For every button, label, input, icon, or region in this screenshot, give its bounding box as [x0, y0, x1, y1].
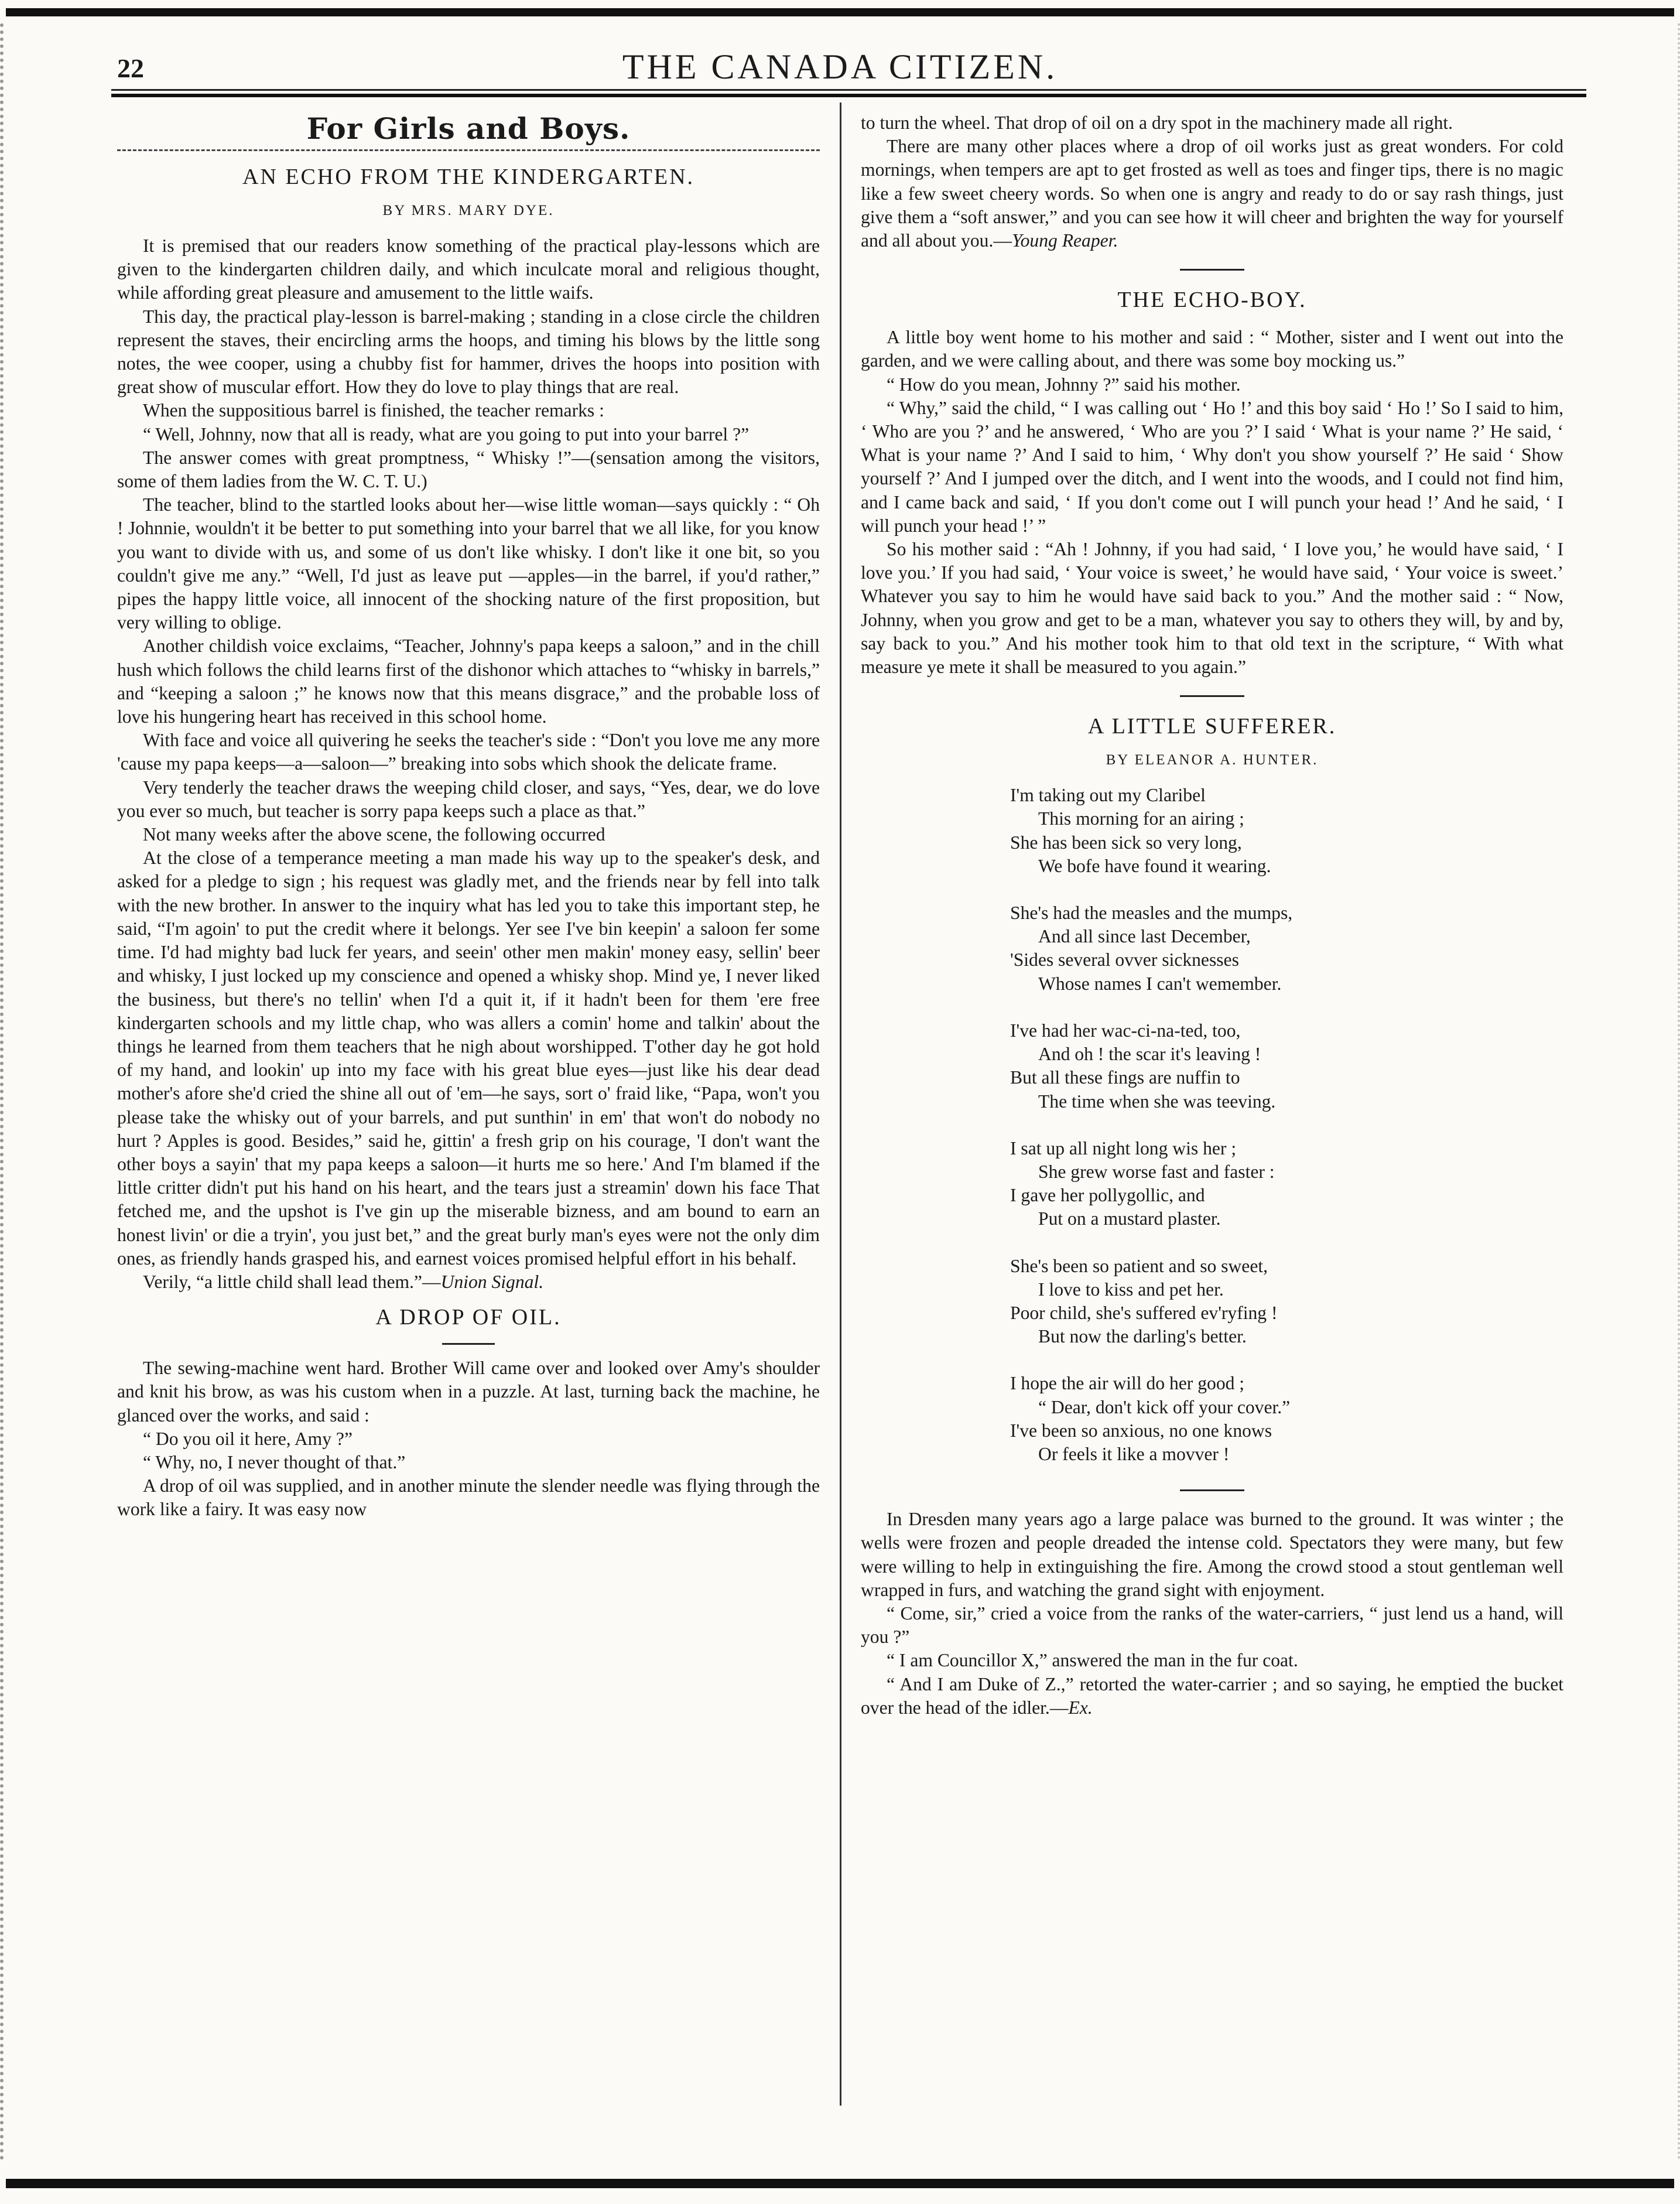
poem-line: Put on a mustard plaster. [1038, 1208, 1221, 1229]
poem-line: But all these fings are nuffin to [1010, 1067, 1240, 1088]
oil-paragraph: “ Why, no, I never thought of that.” [143, 1451, 406, 1472]
separator-rule [1180, 269, 1244, 271]
poem-stanza [1010, 1137, 1563, 1231]
poem-stanza [1010, 784, 1563, 878]
section-heading: For Girls and Boys. [306, 111, 631, 146]
poem-line: And oh ! the scar it's leaving ! [1038, 1044, 1261, 1065]
oil-continued-paragraph: to turn the wheel. That drop of oil on a dry spot in the machinery made all right. [861, 112, 1453, 133]
top-border-rule [6, 8, 1674, 16]
oil-paragraph: A drop of oil was supplied, and in another minute the slender needle was flying through the work like a fairy. It was easy now [117, 1475, 820, 1520]
column-divider [840, 102, 841, 2106]
poem-line: Poor child, she's suffered ev'ryfing ! [1010, 1302, 1278, 1323]
poem-line: I love to kiss and pet her. [1038, 1279, 1224, 1300]
section-rule [117, 149, 820, 151]
poem-line: She has been sick so very long, [1010, 832, 1242, 853]
page-number: 22 [117, 53, 144, 83]
dresden-text: “ And I am Duke of Z.,” retorted the water-carrier ; and so saying, he emptied the bucket over the head of the idler.— [861, 1673, 1563, 1718]
sufferer-title: A LITTLE SUFFERER. [1087, 714, 1337, 739]
oil-continued-text: There are many other places where a drop of oil works just as great wonders. For cold mornings, when tempers are apt to get frosted as well as toes and finger tips, there is no magic like a few sweet cheery words. So when one is angry and ready to do or say rash things, just give them a “soft answer,” and you can see how it will cheer and brighten the way for yourself and all about you.— [861, 136, 1563, 251]
poem-stanza [1010, 1019, 1563, 1113]
masthead-title: THE CANADA CITIZEN. [622, 47, 1058, 86]
left-column [117, 111, 820, 1522]
sufferer-byline: BY ELEANOR A. HUNTER. [1106, 752, 1319, 768]
kindergarten-paragraph: The answer comes with great promptness, “ Whisky !”—(sensation among the visitors, some of them ladies from the W. C. T. U.) [117, 447, 820, 492]
echo-boy-title: THE ECHO-BOY. [1117, 288, 1307, 313]
poem-line: “ Dear, don't kick off your cover.” [1038, 1396, 1291, 1417]
kindergarten-paragraph: The teacher, blind to the startled looks about her—wise little woman—says quickly : “ Oh ! Johnnie, wouldn't it be better to put something into your barrel that we all like, for you know you want to divide with us, and some of us don't like whisky. I don't like it one bit, so you couldn't give me any.” “Well, I'd just as leave put —apples—in the barrel, if you'd rather,” pipes the happy little voice, all innocent of the shocking nature of the first proposition, but very willing to oblige. [117, 494, 820, 633]
poem-stanza [1010, 1255, 1563, 1349]
kindergarten-paragraph: “ Well, Johnny, now that all is ready, what are you going to put into your barrel ?” [143, 423, 750, 445]
kindergarten-paragraph: With face and voice all quivering he seeks the teacher's side : “Don't you love me any more 'cause my papa keeps—a—saloon—” breaking into sobs which shook the delicate frame. [117, 730, 820, 774]
dresden-paragraph: “ Come, sir,” cried a voice from the ranks of the water-carriers, “ just lend us a hand, will you ?” [861, 1602, 1563, 1648]
poem [1010, 784, 1563, 1466]
poem-line: This morning for an airing ; [1038, 808, 1244, 829]
kindergarten-paragraph: This day, the practical play-lesson is barrel-making ; standing in a close circle the children represent the staves, their encircling arms the hoops, and timing his blows by the little song notes, the wee cooper, using a chubby fist for hammer, drives the hoops into position with great show of muscular effort. How they do love to play things that are real. [117, 306, 820, 398]
bottom-border-rule [6, 2179, 1674, 2188]
poem-line: I sat up all night long wis her ; [1010, 1137, 1237, 1159]
kindergarten-closing [117, 1270, 820, 1294]
dresden-paragraph: “ I am Councillor X,” answered the man in the fur coat. [887, 1650, 1298, 1671]
oil-paragraph: The sewing-machine went hard. Brother Will came over and looked over Amy's shoulder and knit his brow, as was his custom when in a puzzle. At last, turning back the machine, he glanced over the works, and said : [117, 1358, 820, 1426]
kindergarten-paragraph: Another childish voice exclaims, “Teacher, Johnny's papa keeps a saloon,” and in the chill hush which follows the child learns first of the dishonor which attaches to “whisky in barrels,” and “keeping a saloon ;” he knows now that this means disgrace,” and the probable loss of love his hungering heart has received in this school home. [117, 635, 820, 727]
poem-line: Whose names I can't wemember. [1038, 973, 1282, 994]
dresden-paragraph [861, 1673, 1563, 1720]
kindergarten-paragraph: Very tenderly the teacher draws the weeping child closer, and says, “Yes, dear, we do love you ever so much, but teacher is sorry papa keeps such a place as that.” [117, 777, 820, 821]
right-margin-marks [1660, 23, 1680, 2161]
kindergarten-paragraph: When the suppositious barrel is finished, the teacher remarks : [143, 400, 604, 421]
dresden-paragraph: In Dresden many years ago a large palace was burned to the ground. It was winter ; the wells were frozen and people dreaded the intense cold. Spectators they were many, but few were willing to help in extinguishing the fire. Among the crowd stood a stout gentleman well wrapped in furs, and watching the grand sight with enjoyment. [861, 1509, 1563, 1600]
drop-of-oil-title: A DROP OF OIL. [375, 1305, 562, 1330]
separator-rule [1180, 695, 1244, 697]
poem-stanza [1010, 1372, 1563, 1466]
header-rule-thin [111, 89, 1586, 91]
echo-boy-paragraph: “ How do you mean, Johnny ?” said his mother. [887, 374, 1241, 395]
poem-line: I'm taking out my Claribel [1010, 785, 1206, 806]
poem-line: Or feels it like a movver ! [1038, 1443, 1230, 1464]
kindergarten-paragraph: At the close of a temperance meeting a man made his way up to the speaker's desk, and asked for a pledge to sign ; his request was gladly met, and the friends near by fell into talk with the new brother. In answer to the inquiry what has led you to take this important step, he said, “I'm agoin' to put the credit where it belongs. Yer see I've bin keepin' a saloon fer some time. I'd had mighty bad luck fer years, and seein' other men makin' money easy, sellin' beer and whisky, I just locked up my conscience and opened a whisky shop. Mind ye, I never liked the business, but there's no tellin' when I'd a quit it, if it hadn't been for them 'ere free kindergarten schools and my little chap, who was allers a comin' home and talkin' about the things he learned from them teachers that he nigh about worshipped. T'other day he got hold of my hand, and lookin' up into my face with his great blue eyes—just like his dear dead mother's afore she'd cried the shine all out of 'em—he says, sort o' fraid like, “Papa, won't you please take the whisky out of your barrels, and put sunthin' in em' that won't do nobody no hurt ? Apples is good. Besides,” said he, gittin' a fresh grip on his courage, 'I don't want the other boys a sayin' that my papa keeps a saloon—it hurts me so here.' And I'm blamed if the little critter didn't put his hand on his heart, and the tears just a streamin' down his face That fetched me, and the upshot is I've gin up the miserable bizness, and am bound to earn an honest livin' or die a tryin', you just bet,” and the great burly man's eyes were not the only dim ones, as friendly hands grasped his, and earnest voices promised helpful effort in his behalf. [117, 848, 820, 1269]
poem-line: She grew worse fast and faster : [1038, 1161, 1275, 1182]
kindergarten-paragraph: Not many weeks after the above scene, the following occurred [143, 824, 605, 845]
source-credit: Young Reaper. [1011, 230, 1118, 251]
poem-line: But now the darling's better. [1038, 1326, 1247, 1347]
echo-boy-paragraph: “ Why,” said the child, “ I was calling out ‘ Ho !’ and this boy said ‘ Ho !’ So I said to him, ‘ Who are you ?’ and he answered, ‘ Who are you ?’ I said ‘ What is your name ?’ He said, ‘ What is your name ?’ And I said to him, ‘ Why don't you show yourself ?’ He said ‘ Show yourself ?’ And I jumped over the ditch, and I went into the woods, and I could not find him, and I came back and said, ‘ If you don't come out I will punch your head !’ And he said, ‘ I will punch your head !’ ” [861, 397, 1563, 536]
poem-line: She's had the measles and the mumps, [1010, 903, 1293, 924]
poem-line: She's been so patient and so sweet, [1010, 1255, 1268, 1276]
kindergarten-byline: BY MRS. MARY DYE. [382, 203, 555, 218]
poem-line: I've been so anxious, no one knows [1010, 1420, 1272, 1441]
echo-boy-paragraph: So his mother said : “Ah ! Johnny, if you had said, ‘ I love you,’ he would have said, ‘ I love you.’ If you had said, ‘ Your voice is sweet,’ he would have said, ‘ Your voice is sweet.’ Whatever you say to him he would have said back to you.” And the mother said : “ Now, Johnny, when you grow and get to be a man, whatever you say to others they will, by and by, say back to you.” And his mother took him to that old text in the scripture, “ With what measure ye mete it shall be measured to you again.” [861, 539, 1563, 678]
poem-line: I hope the air will do her good ; [1010, 1373, 1245, 1394]
title-rule [442, 1343, 495, 1345]
poem-line: We bofe have found it wearing. [1038, 855, 1271, 876]
poem-line: The time when she was teeving. [1038, 1091, 1276, 1112]
kindergarten-paragraph: It is premised that our readers know something of the practical play-lessons which are given to the kindergarten children daily, and which inculcate moral and religious thought, while affording great pleasure and amusement to the little waifs. [117, 235, 820, 303]
poem-line: And all since last December, [1038, 926, 1251, 947]
closing-text: Verily, “a little child shall lead them.”— [143, 1271, 441, 1292]
oil-continued-paragraph [861, 135, 1563, 252]
left-margin-marks [0, 23, 39, 2161]
echo-boy-paragraph: A little boy went home to his mother and said : “ Mother, sister and I went out into the garden, and we were calling about, and there was some boy mocking us.” [861, 327, 1563, 371]
poem-line: 'Sides several ovver sicknesses [1010, 949, 1239, 971]
poem-line: I gave her pollygollic, and [1010, 1185, 1205, 1206]
poem-line: I've had her wac-ci-na-ted, too, [1010, 1020, 1241, 1041]
kindergarten-title: AN ECHO FROM THE KINDERGARTEN. [242, 165, 695, 189]
separator-rule [1180, 1489, 1244, 1491]
source-credit: Ex. [1068, 1697, 1093, 1718]
source-credit: Union Signal. [440, 1271, 544, 1292]
poem-stanza [1010, 901, 1563, 996]
right-column [861, 111, 1563, 1720]
oil-paragraph: “ Do you oil it here, Amy ?” [143, 1428, 353, 1449]
header-rule-thick [111, 94, 1586, 97]
